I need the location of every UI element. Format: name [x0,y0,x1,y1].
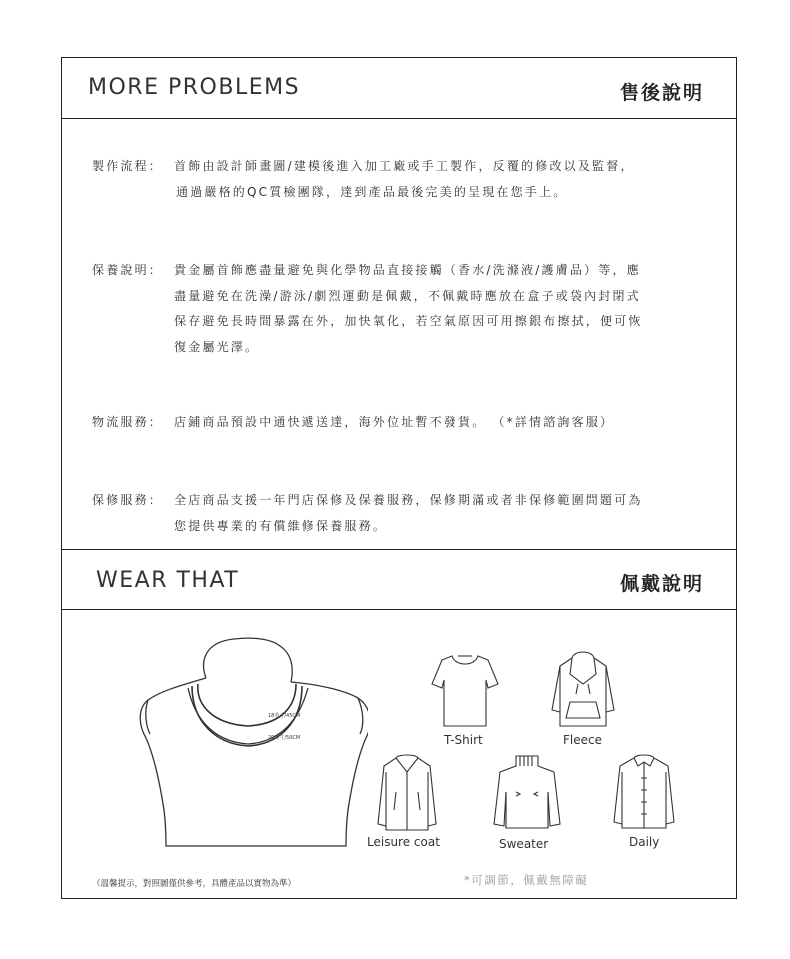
tshirt-icon [430,650,500,730]
divider [62,609,736,610]
sweater-label: Sweater [499,837,549,851]
row-text [174,154,722,205]
row-label: 物流服務： [92,415,164,429]
leisure-coat-label: Leisure coat [367,835,440,849]
section-title-en: MORE PROBLEMS [88,75,301,100]
row-line: 您提供專業的有償維修保養服務。 [174,518,388,533]
row-text [174,258,722,360]
row-line: 首飾由設計師畫圖/建模後進入加工廠或手工製作，反覆的修改以及監督， [174,159,635,173]
daily-label: Daily [629,835,660,849]
row-line: 盡量避免在洗澡/游泳/劇烈運動是佩戴，不佩戴時應放在盒子或袋內封閉式 [174,288,641,303]
row-line: 貴金屬首飾應盡量避免與化學物品直接接觸（香水/洗滌液/護膚品）等，應 [174,263,641,277]
content-frame [61,57,737,899]
sweater-icon [492,752,562,832]
row-line: 復金屬光澤。 [174,339,260,354]
fleece-label: Fleece [563,733,602,747]
row-label: 製作流程： [92,159,164,173]
hoodie-icon [550,646,616,730]
row-line: 保存避免長時間暴露在外，加快氧化，若空氣原因可用擦銀布擦拭，便可恢 [174,314,643,328]
shirt-icon [612,752,676,832]
necklace-short-label: 18英寸/45CM [268,713,301,719]
necklace-long-label: 20英寸/50CM [268,735,301,741]
bust-necklace-diagram [136,634,368,850]
row-line: 全店商品支援一年門店保修及保養服務，保修期滿或者非保修範圍問題可為 [174,493,643,507]
row-text [174,488,722,539]
tshirt-label: T-Shirt [444,733,483,747]
section-title-zh: 售後說明 [619,82,704,104]
row-line: 店鋪商品預設中通快遞送達，海外位址暫不發貨。 （*詳情諮詢客服） [174,415,615,429]
row-label: 保養說明： [92,263,164,277]
divider [62,118,736,119]
section-title-en: WEAR THAT [96,568,240,593]
jacket-icon [376,752,438,832]
row-label: 保修服務： [92,493,164,507]
divider [62,549,736,550]
row-line: 通過嚴格的QC質檢團隊，達到產品最後完美的呈現在您手上。 [176,184,568,199]
row-text [174,410,722,436]
adjustable-note: *可調節，佩戴無障礙 [464,873,589,887]
disclaimer-note: （溫馨提示，對照圖僅供參考，具體產品以實物為準） [92,879,297,889]
section-title-zh: 佩戴說明 [619,573,704,595]
